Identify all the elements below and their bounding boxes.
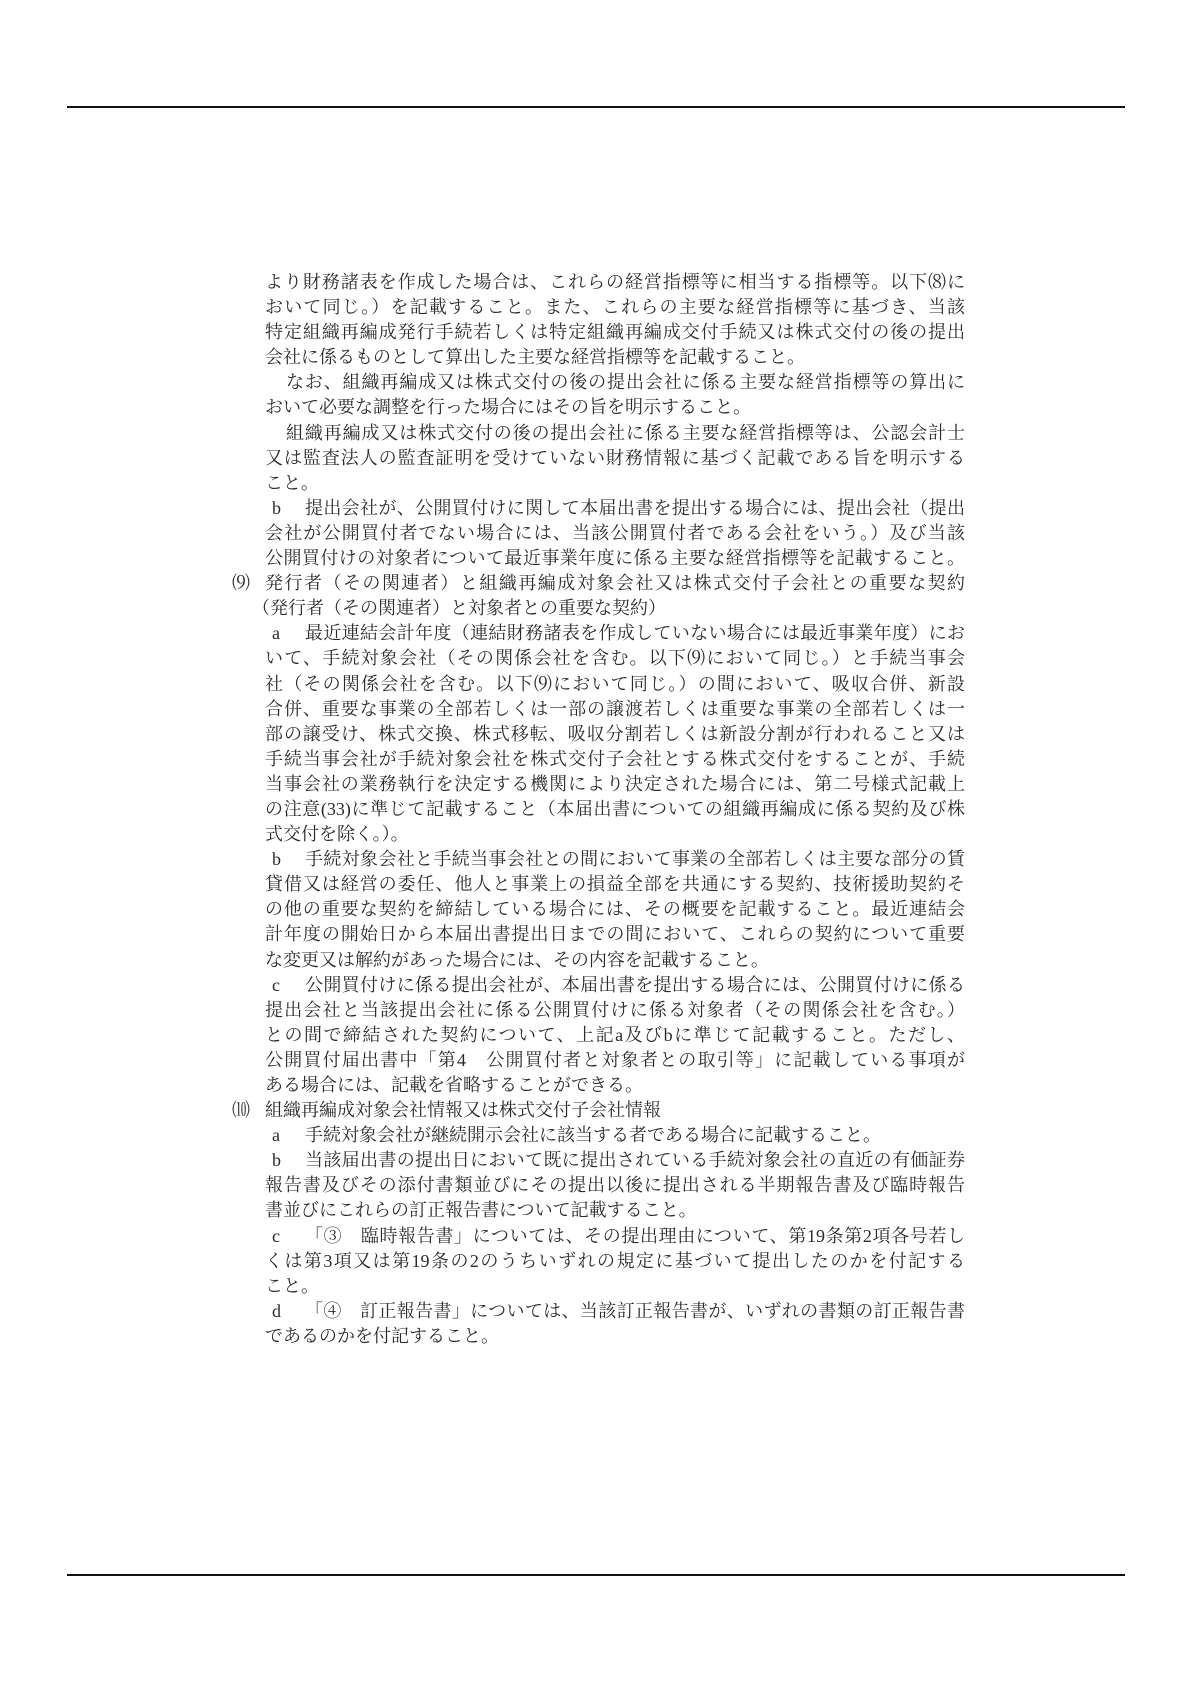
text-line xyxy=(265,697,965,722)
line-text: 提出会社が、公開買付けに関して本届出書を提出する場合には、提出会社（提出 xyxy=(305,497,965,518)
line-text: 式交付を除く。）。 xyxy=(265,824,409,845)
text-line xyxy=(265,1123,965,1148)
text-line xyxy=(265,1198,965,1223)
text-line xyxy=(265,1073,965,1098)
bottom-rule xyxy=(67,1574,1125,1576)
text-line xyxy=(265,1023,965,1048)
item-label: b xyxy=(272,497,281,518)
item-label: c xyxy=(272,974,280,995)
text-line xyxy=(265,446,965,471)
line-text: の他の重要な契約を締結している場合には、その概要を記載すること。最近連結会 xyxy=(265,899,965,920)
line-text: 報告書及びその添付書類並びにその提出以後に提出される半期報告書及び臨時報告 xyxy=(265,1175,965,1196)
clause-number-label: ⑽ xyxy=(232,1100,250,1121)
line-text: 手続当事会社が手続対象会社を株式交付子会社とする株式交付をすることが、手続 xyxy=(265,748,965,769)
line-text: の注意(33)に準じて記載すること（本届出書についての組織再編成に係る契約及び株 xyxy=(265,798,965,819)
line-text: ある場合には、記載を省略することができる。 xyxy=(265,1075,643,1095)
text-line xyxy=(265,672,965,697)
line-text: 組織再編成対象会社情報又は株式交付子会社情報 xyxy=(265,1100,661,1121)
line-text: 手続対象会社が継続開示会社に該当する者である場合に記載すること。 xyxy=(305,1125,881,1146)
line-text: であるのかを付記すること。 xyxy=(265,1325,499,1346)
text-line xyxy=(265,872,965,897)
item-label: a xyxy=(272,1125,280,1146)
text-line xyxy=(265,822,965,847)
line-text: 書並びにこれらの訂正報告書について記載すること。 xyxy=(265,1200,697,1221)
line-text: より財務諸表を作成した場合は、これらの経営指標等に相当する指標等。以下⑻に xyxy=(265,272,965,292)
line-text: 手続対象会社と手続当事会社との間において事業の全部若しくは主要な部分の賃 xyxy=(305,849,965,870)
item-label: a xyxy=(272,623,280,644)
line-text: 特定組織再編成発行手続若しくは特定組織再編成交付手続又は株式交付の後の提出 xyxy=(265,322,965,343)
text-line xyxy=(265,496,965,521)
text-line xyxy=(265,370,965,395)
item-label: b xyxy=(272,849,281,870)
text-line xyxy=(265,1299,965,1324)
text-line xyxy=(265,747,965,772)
text-line xyxy=(265,345,965,370)
line-text: 会社が公開買付者でない場合には、当該公開買付者である会社をいう。）及び当該 xyxy=(265,522,965,543)
text-line xyxy=(265,897,965,922)
text-line xyxy=(232,1098,965,1123)
text-line xyxy=(265,973,965,998)
item-label: d xyxy=(272,1300,281,1321)
text-line xyxy=(265,772,965,797)
line-text: （発行者（その関連者）と対象者との重要な契約） xyxy=(252,598,666,619)
document-body xyxy=(232,270,965,1349)
line-text: こと。 xyxy=(265,472,319,493)
line-text: こと。 xyxy=(265,1275,319,1296)
line-text: 最近連結会計年度（連結財務諸表を作成していない場合には最近事業年度）にお xyxy=(305,623,965,644)
line-text: な変更又は解約があった場合には、その内容を記載すること。 xyxy=(265,949,769,970)
text-line xyxy=(265,922,965,947)
line-text: いて、手続対象会社（その関係会社を含む。以下⑼において同じ。）と手続当事会 xyxy=(265,648,965,669)
item-label: c xyxy=(272,1225,280,1246)
line-text: 合併、重要な事業の全部若しくは一部の譲渡若しくは重要な事業の全部若しくは一 xyxy=(265,698,965,719)
line-text: 会社に係るものとして算出した主要な経営指標等を記載すること。 xyxy=(265,347,805,368)
text-line xyxy=(265,471,965,496)
line-text: 当事会社の業務執行を決定する機関により決定された場合には、第二号様式記載上 xyxy=(265,773,965,794)
clause-number-label: ⑼ xyxy=(232,573,250,594)
line-text: 又は監査法人の監査証明を受けていない財務情報に基づく記載である旨を明示する xyxy=(265,447,965,468)
line-text: 部の譲受け、株式交換、株式移転、吸収分割若しくは新設分割が行われること又は xyxy=(265,723,965,744)
text-line xyxy=(265,1048,965,1073)
text-line xyxy=(265,295,965,320)
text-line xyxy=(265,646,965,671)
text-line xyxy=(265,1274,965,1299)
text-line xyxy=(265,1148,965,1173)
line-text: 組織再編成又は株式交付の後の提出会社に係る主要な経営指標等は、公認会計士 xyxy=(286,422,965,443)
text-line xyxy=(265,621,965,646)
text-line xyxy=(232,571,965,596)
text-line xyxy=(265,546,965,571)
line-text: 社（その関係会社を含む。以下⑼において同じ。）の間において、吸収合併、新設 xyxy=(265,673,965,694)
text-line xyxy=(265,320,965,345)
line-text: 公開買付届出書中「第4 公開買付者と対象者との取引等」に記載している事項が xyxy=(265,1049,965,1070)
top-rule xyxy=(67,106,1125,108)
line-text: おいて同じ。）を記載すること。また、これらの主要な経営指標等に基づき、当該 xyxy=(265,297,965,318)
line-text: 公開買付けに係る提出会社が、本届出書を提出する場合には、公開買付けに係る xyxy=(305,974,965,995)
line-text: くは第3項又は第19条の2のうちいずれの規定に基づいて提出したのかを付記する xyxy=(265,1250,965,1271)
text-line xyxy=(265,1324,965,1349)
text-line xyxy=(265,797,965,822)
line-text: 当該届出書の提出日において既に提出されている手続対象会社の直近の有価証券 xyxy=(305,1150,965,1171)
line-text: なお、組織再編成又は株式交付の後の提出会社に係る主要な経営指標等の算出に xyxy=(286,372,965,393)
line-text: 計年度の開始日から本届出書提出日までの間において、これらの契約について重要 xyxy=(265,924,965,945)
text-line xyxy=(265,421,965,446)
text-line xyxy=(265,722,965,747)
text-line xyxy=(265,1173,965,1198)
text-line xyxy=(265,521,965,546)
line-text: 「③ 臨時報告書」については、その提出理由について、第19条第2項各号若し xyxy=(305,1225,965,1246)
text-line xyxy=(265,847,965,872)
line-text: との間で締結された契約について、上記a及びbに準じて記載すること。ただし、 xyxy=(265,1024,965,1045)
item-label: b xyxy=(272,1150,281,1171)
line-text: 提出会社と当該提出会社に係る公開買付けに係る対象者（その関係会社を含む。） xyxy=(265,999,965,1020)
text-line xyxy=(265,1249,965,1274)
line-text: おいて必要な調整を行った場合にはその旨を明示すること。 xyxy=(265,397,751,418)
text-line xyxy=(265,998,965,1023)
text-line xyxy=(252,596,965,621)
line-text: 発行者（その関連者）と組織再編成対象会社又は株式交付子会社との重要な契約 xyxy=(265,573,965,594)
text-line xyxy=(265,1224,965,1249)
text-line xyxy=(265,395,965,420)
line-text: 公開買付けの対象者について最近事業年度に係る主要な経営指標等を記載すること。 xyxy=(265,548,965,569)
text-line xyxy=(265,948,965,973)
text-line xyxy=(265,270,965,295)
line-text: 「④ 訂正報告書」については、当該訂正報告書が、いずれの書類の訂正報告書 xyxy=(305,1300,965,1321)
line-text: 貸借又は経営の委任、他人と事業上の損益全部を共通にする契約、技術援助契約そ xyxy=(265,874,965,895)
